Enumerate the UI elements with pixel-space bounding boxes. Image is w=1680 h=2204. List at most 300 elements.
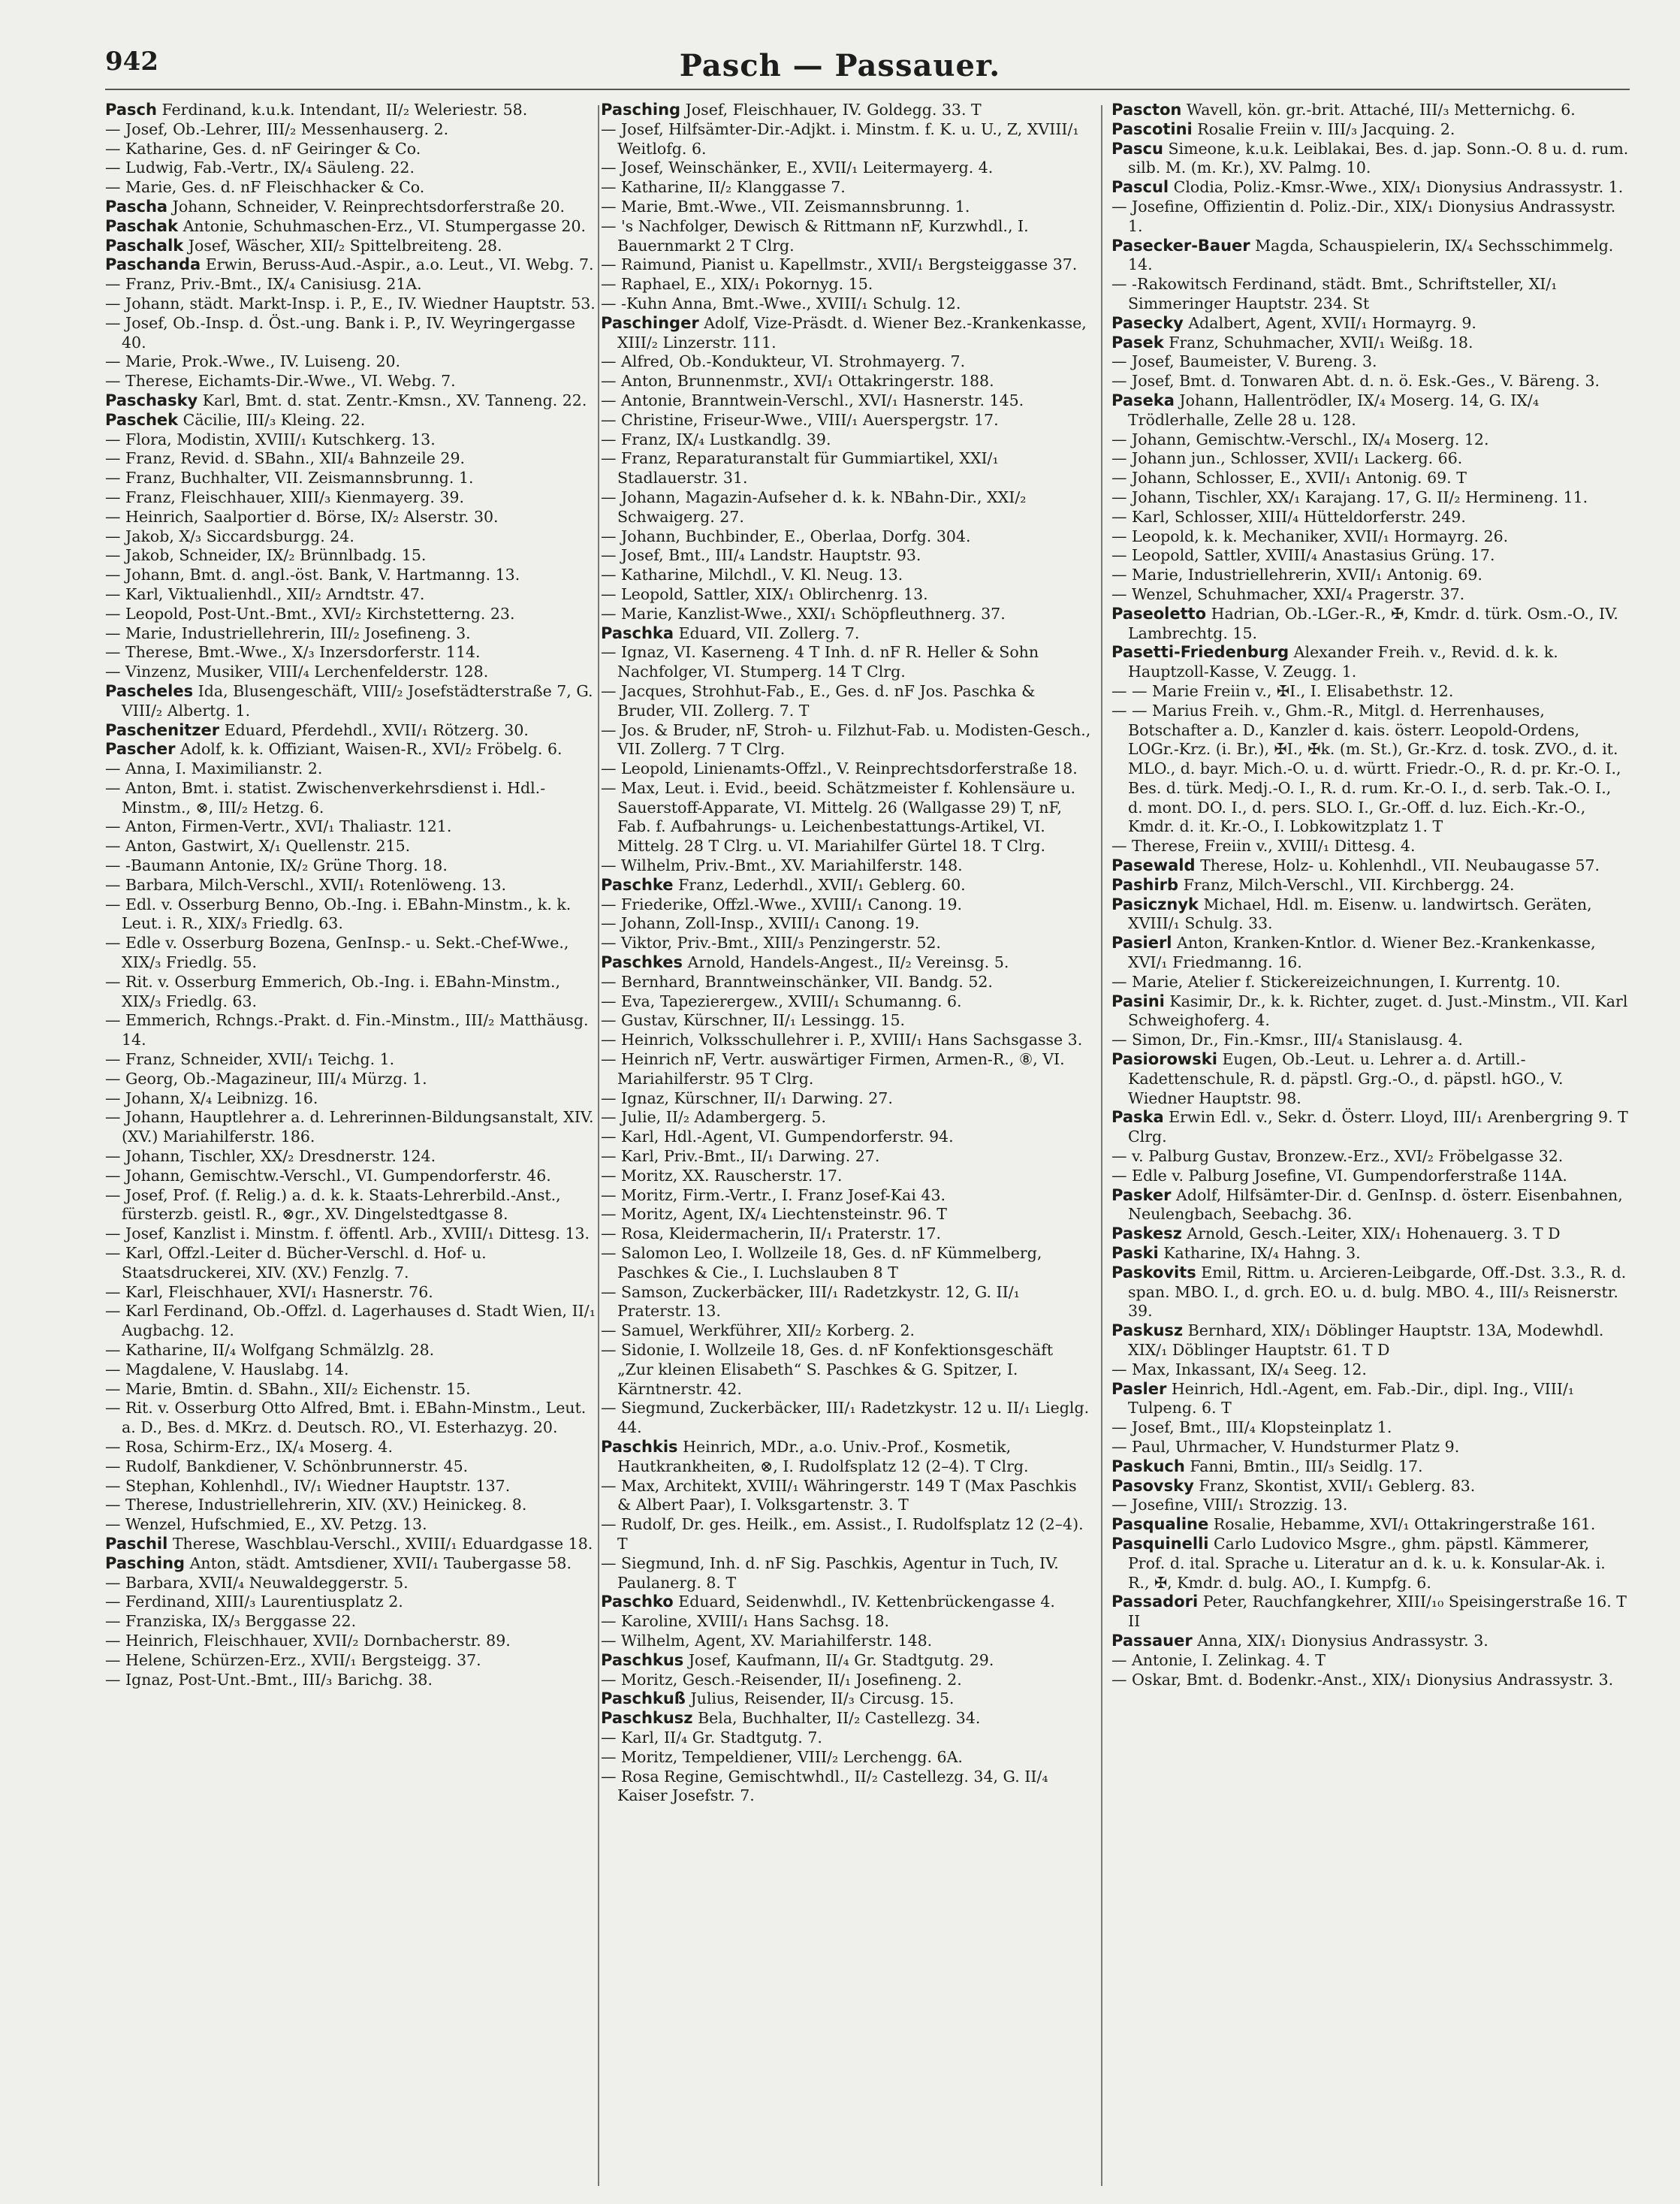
- entry-text: — Viktor, Priv.-Bmt., XIII/₃ Penzingerstr. 52.: [601, 934, 941, 953]
- directory-entry: [1111, 1632, 1630, 1651]
- directory-entry: [105, 643, 597, 663]
- column-3: [1111, 101, 1630, 2196]
- directory-entry: [1111, 391, 1630, 430]
- directory-entry: [105, 1283, 597, 1303]
- entry-text: Karl, Bmt. d. stat. Zentr.-Kmsn., XV. Tanneng. 22.: [202, 391, 587, 409]
- entry-text: — Leopold, k. k. Mechaniker, XVII/₁ Hormayrg. 26.: [1111, 527, 1509, 545]
- entry-text: — Gustav, Kürschner, II/₁ Lessingg. 15.: [601, 1011, 906, 1030]
- directory-entry: [601, 1205, 1093, 1224]
- directory-entry: [601, 1186, 1093, 1206]
- entry-text: — Ignaz, VI. Kaserneng. 4 T Inh. d. nF R. Heller & Sohn Nachfolger, VI. Stumperg. 14 T Clrg.: [601, 643, 1039, 681]
- entry-text: — Josef, Hilfsämter-Dir.-Adjkt. i. Minstm. f. K. u. U., Z, XVIII/₁ Weitlofg. 6.: [601, 119, 1079, 158]
- entry-text: — Karl Ferdinand, Ob.-Offzl. d. Lagerhauses d. Stadt Wien, II/₁ Augbachg. 12.: [105, 1302, 596, 1340]
- entry-text: — Max, Inkassant, IX/₄ Seeg. 12.: [1111, 1360, 1367, 1378]
- entry-text: — Josef, Bmt. d. Tonwaren Abt. d. n. ö. Esk.-Ges., V. Bäreng. 3.: [1111, 372, 1600, 391]
- entry-text: — Barbara, XVII/₄ Neuwaldeggerstr. 5.: [105, 1573, 409, 1592]
- directory-entry: [1111, 140, 1630, 179]
- directory-entry: [601, 1748, 1093, 1768]
- entry-surname: Passadori: [1111, 1593, 1199, 1611]
- entry-surname: Pasch: [105, 101, 157, 119]
- directory-entry: [601, 953, 1093, 973]
- entry-text: — Josef, Ob.-Insp. d. Öst.-ung. Bank i. P., IV. Weyringergasse 40.: [105, 313, 575, 352]
- directory-entry: [105, 411, 597, 430]
- entry-surname: Paskuch: [1111, 1457, 1185, 1475]
- directory-entry: [1111, 1050, 1630, 1108]
- entry-surname: Pascul: [1111, 178, 1169, 197]
- directory-entry: [1111, 1321, 1630, 1360]
- directory-entry: [105, 1341, 597, 1360]
- entry-surname: Pasching: [601, 101, 681, 119]
- directory-entry: [601, 779, 1093, 856]
- directory-entry: [1111, 682, 1630, 702]
- entry-text: — Johann, Tischler, XX/₂ Dresdnerstr. 124.: [105, 1147, 436, 1166]
- directory-entry: [601, 1108, 1093, 1128]
- directory-entry: [601, 159, 1093, 178]
- entry-text: — 's Nachfolger, Dewisch & Rittmann nF, Kurzwhdl., I. Bauernmarkt 2 T Clrg.: [601, 216, 1029, 255]
- entry-text: — Rosa, Kleidermacherin, II/₁ Praterstr. 17.: [601, 1224, 942, 1243]
- entry-text: — Wilhelm, Priv.-Bmt., XV. Mariahilferstr. 148.: [601, 856, 963, 875]
- entry-text: — Josefine, VIII/₁ Strozzig. 13.: [1111, 1496, 1348, 1514]
- entry-text: Erwin Edl. v., Sekr. d. Österr. Lloyd, III/₁ Arenbergring 9. T Clrg.: [1128, 1108, 1628, 1146]
- entry-surname: Paskesz: [1111, 1224, 1182, 1243]
- entry-text: — Josef, Prof. (f. Relig.) a. d. k. k. Staats-Lehrerbild.-Anst., fürsterzb. geistl. R., ⊗gr., XV. Dingelstedtgasse 8.: [105, 1185, 561, 1224]
- entry-text: — Wilhelm, Agent, XV. Mariahilferstr. 148.: [601, 1631, 933, 1650]
- directory-entry: [1111, 876, 1630, 895]
- entry-text: — Max, Leut. i. Evid., beeid. Schätzmeister f. Kohlensäure u. Sauerstoff-Apparate, VI. Mittelg. 26 (Wallgasse 29) T, nF, Fab. f. Aufbahrungs- u. Leichenbestattungs-Artikel, VI. Mittelg. 28 T Clrg. u. VI. Mariahilfer Gürtel 18. T Clrg.: [601, 778, 1076, 856]
- entry-text: — Karoline, XVIII/₁ Hans Sachsg. 18.: [601, 1612, 890, 1631]
- directory-entry: [601, 876, 1093, 895]
- directory-entry: [105, 294, 597, 314]
- directory-entry: [1111, 934, 1630, 973]
- entry-text: — Emmerich, Rchngs.-Prakt. d. Fin.-Minstm., III/₂ Matthäusg. 14.: [105, 1011, 589, 1049]
- entry-surname: Paschke: [601, 875, 674, 894]
- directory-entry: [1111, 449, 1630, 469]
- entry-surname: Paschalk: [105, 236, 184, 255]
- entry-surname: Paschil: [105, 1534, 168, 1553]
- entry-text: — Johann, Schlosser, E., XVII/₁ Antonig. 69. T: [1111, 469, 1467, 488]
- directory-entry: [105, 1011, 597, 1050]
- entry-text: — Katharine, Ges. d. nF Geiringer & Co.: [105, 139, 421, 158]
- directory-entry: [1111, 605, 1630, 644]
- directory-entry: [105, 1360, 597, 1380]
- entry-text: Adolf, Hilfsämter-Dir. d. GenInsp. d. österr. Eisenbahnen, Neulengbach, Seebachg. 36.: [1128, 1185, 1623, 1224]
- directory-entry: [105, 1632, 597, 1651]
- entry-text: Kasimir, Dr., k. k. Richter, zuget. d. Just.-Minstm., VII. Karl Schweighoferg. 4.: [1128, 992, 1628, 1030]
- directory-entry: [105, 1535, 597, 1554]
- entry-text: Adolf, k. k. Offiziant, Waisen-R., XVI/₂ Fröbelg. 6.: [180, 740, 563, 759]
- directory-entry: [601, 605, 1093, 624]
- entry-text: — Edle v. Osserburg Bozena, GenInsp.- u. Sekt.-Chef-Wwe., XIX/₃ Friedlg. 55.: [105, 934, 569, 972]
- entry-text: Clodia, Poliz.-Kmsr.-Wwe., XIX/₁ Dionysius Andrassystr. 1.: [1173, 178, 1624, 197]
- directory-entry: [1111, 352, 1630, 372]
- entry-text: — Karl, II/₄ Gr. Stadtgutg. 7.: [601, 1728, 822, 1747]
- entry-text: — Helene, Schürzen-Erz., XVII/₁ Bergsteigg. 37.: [105, 1650, 481, 1669]
- entry-text: — Leopold, Post-Unt.-Bmt., XVI/₂ Kirchstetterng. 23.: [105, 604, 515, 623]
- entry-text: — Ferdinand, XIII/₃ Laurentiusplatz 2.: [105, 1593, 403, 1611]
- directory-entry: [601, 1671, 1093, 1690]
- entry-text: — Franz, Reparaturanstalt für Gummiartikel, XXI/₁ Stadlauerstr. 31.: [601, 449, 999, 488]
- entry-text: — Anton, Firmen-Vertr., XVI/₁ Thaliastr. 121.: [105, 817, 452, 836]
- entry-surname: Pascheles: [105, 681, 194, 700]
- entry-text: Josef, Kaufmann, II/₄ Gr. Stadtgutg. 29.: [688, 1650, 994, 1669]
- directory-entry: [105, 1244, 597, 1283]
- directory-entry: [601, 1244, 1093, 1283]
- entry-surname: Pascha: [105, 197, 168, 216]
- directory-entry: [105, 1515, 597, 1535]
- directory-entry: [601, 1515, 1093, 1554]
- directory-entry: [105, 1108, 597, 1147]
- entry-text: — Raimund, Pianist u. Kapellmstr., XVII/₁ Bergsteiggasse 37.: [601, 255, 1078, 274]
- directory-entry: [105, 973, 597, 1012]
- directory-entry: [105, 1147, 597, 1167]
- entry-surname: Paskovits: [1111, 1263, 1196, 1282]
- entry-text: — Josefine, Offizientin d. Poliz.-Dir., XIX/₁ Dionysius Andrassystr. 1.: [1111, 197, 1616, 235]
- entry-text: — Franz, Fleischhauer, XIII/₃ Kienmayerg. 39.: [105, 488, 464, 506]
- entry-text: — Johann, Gemischtw.-Verschl., VI. Gumpendorferstr. 46.: [105, 1166, 551, 1185]
- entry-text: — Rit. v. Osserburg Otto Alfred, Bmt. i. EBahn-Minstm., Leut. a. D., Bes. d. MKrz. d. Deutsch. RO., VI. Esterhazyg. 20.: [105, 1399, 587, 1437]
- entry-surname: Paschak: [105, 216, 179, 235]
- directory-entry: [105, 275, 597, 294]
- entry-text: — Friederike, Offzl.-Wwe., XVIII/₁ Canong. 19.: [601, 895, 963, 913]
- entry-text: Hadrian, Ob.-LGer.-R., ✠, Kmdr. d. türk. Osm.-O., IV. Lambrechtg. 15.: [1128, 604, 1618, 642]
- directory-entry: [105, 469, 597, 488]
- entry-text: — Edl. v. Osserburg Benno, Ob.-Ing. i. EBahn-Minstm., k. k. Leut. i. R., XIX/₃ Friedlg. 63.: [105, 895, 572, 933]
- entry-text: — Johann, Hauptlehrer a. d. Lehrerinnen-Bildungsanstalt, XIV. (XV.) Mariahilferstr. 186.: [105, 1108, 594, 1146]
- directory-entry: [1111, 237, 1630, 276]
- directory-entry: [105, 1399, 597, 1438]
- entry-surname: Paseoletto: [1111, 604, 1207, 623]
- entry-text: Magda, Schauspielerin, IX/₄ Sechsschimmelg. 14.: [1128, 236, 1614, 274]
- directory-entry: [105, 856, 597, 876]
- entry-text: — Wenzel, Hufschmied, E., XV. Petzg. 13.: [105, 1515, 427, 1534]
- directory-entry: [1111, 1477, 1630, 1496]
- directory-entry: [1111, 1224, 1630, 1244]
- directory-entry: [1111, 856, 1630, 876]
- entry-text: Erwin, Beruss-Aud.-Aspir., a.o. Leut., VI. Webg. 7.: [205, 255, 594, 274]
- directory-entry: [601, 1341, 1093, 1399]
- entry-text: — Therese, Eichamts-Dir.-Wwe., VI. Webg. 7.: [105, 372, 456, 391]
- entry-text: Adolf, Vize-Präsdt. d. Wiener Bez.-Krankenkasse, XIII/₂ Linzerstr. 111.: [617, 313, 1087, 352]
- entry-text: — Johann, städt. Markt-Insp. i. P., E., IV. Wiedner Hauptstr. 53.: [105, 294, 596, 312]
- directory-entry: [1111, 469, 1630, 488]
- entry-surname: Pasqualine: [1111, 1515, 1209, 1534]
- directory-entry: [601, 1632, 1093, 1651]
- entry-text: Josef, Wäscher, XII/₂ Spittelbreiteng. 28.: [188, 236, 502, 255]
- entry-text: Simeone, k.u.k. Leiblakai, Bes. d. jap. Sonn.-O. 8 u. d. rum. silb. M. (m. Kr.), XV. Palmg. 10.: [1128, 139, 1629, 177]
- directory-entry: [105, 1671, 597, 1690]
- entry-text: — Josef, Bmt., III/₄ Klopsteinplatz 1.: [1111, 1418, 1392, 1437]
- entry-text: Anna, XIX/₁ Dionysius Andrassystr. 3.: [1197, 1631, 1488, 1650]
- entry-text: Eugen, Ob.-Leut. u. Lehrer a. d. Artill.-Kadettenschule, R. d. päpstl. Grg.-O., d. päpstl. hGO., V. Wiedner Hauptstr. 98.: [1128, 1050, 1564, 1107]
- directory-entry: [105, 508, 597, 527]
- directory-entry: [105, 1167, 597, 1186]
- entry-text: — Moritz, Agent, IX/₄ Liechtensteinstr. 96. T: [601, 1205, 947, 1224]
- directory-entry: [1111, 1671, 1630, 1690]
- directory-entry: [601, 934, 1093, 953]
- directory-entry: [601, 856, 1093, 876]
- entry-text: — Johann, Bmt. d. angl.-öst. Bank, V. Hartmanng. 13.: [105, 566, 520, 584]
- entry-text: — Alfred, Ob.-Kondukteur, VI. Strohmayerg. 7.: [601, 352, 966, 371]
- directory-entry: [601, 1728, 1093, 1748]
- entry-text: — Franz, IX/₄ Lustkandlg. 39.: [601, 430, 831, 448]
- entry-text: — Karl, Offzl.-Leiter d. Bücher-Verschl. d. Hof- u. Staatsdruckerei, XIV. (XV.) Fenzlg. 7.: [105, 1244, 487, 1282]
- entry-text: — -Rakowitsch Ferdinand, städt. Bmt., Schriftsteller, XI/₁ Simmeringer Hauptstr. 234. St: [1111, 275, 1558, 312]
- entry-surname: Pascu: [1111, 139, 1163, 158]
- entry-surname: Pasquinelli: [1111, 1534, 1209, 1553]
- entry-text: — Anton, Brunnenmstr., XVI/₁ Ottakringerstr. 188.: [601, 372, 994, 391]
- directory-entry: [105, 759, 597, 779]
- entry-text: — — Marie Freiin v., ✠I., I. Elisabethstr. 12.: [1111, 681, 1454, 700]
- entry-surname: Pasicznyk: [1111, 895, 1199, 913]
- entry-text: — -Baumann Antonie, IX/₂ Grüne Thorg. 18.: [105, 856, 448, 875]
- directory-entry: [601, 1399, 1093, 1438]
- directory-entry: [601, 1651, 1093, 1671]
- directory-entry: [601, 101, 1093, 120]
- entry-surname: Paschkusz: [601, 1709, 693, 1728]
- entry-text: Josef, Fleischhauer, IV. Goldegg. 33. T: [685, 101, 982, 119]
- entry-text: Heinrich, Hdl.-Agent, em. Fab.-Dir., dipl. Ing., VIII/₁ Tulpeng. 6. T: [1128, 1379, 1575, 1418]
- directory-entry: [105, 101, 597, 120]
- entry-text: — v. Palburg Gustav, Bronzew.-Erz., XVI/₂ Fröbelgasse 32.: [1111, 1147, 1564, 1166]
- entry-text: — Franz, Revid. d. SBahn., XII/₄ Bahnzeile 29.: [105, 449, 466, 468]
- entry-text: — Therese, Bmt.-Wwe., X/₃ Inzersdorferstr. 114.: [105, 643, 481, 662]
- directory-entry: [105, 1050, 597, 1070]
- directory-entry: [105, 546, 597, 566]
- header-rule: [105, 89, 1630, 90]
- entry-text: Rosalie Freiin v. III/₃ Jacquing. 2.: [1197, 119, 1455, 138]
- entry-text: — Sidonie, I. Wollzeile 18, Ges. d. nF Konfektionsgeschäft „Zur kleinen Elisabeth“ S. Paschkes & G. Spitzer, I. Kärntnerstr. 42.: [601, 1341, 1054, 1398]
- directory-entry: [105, 934, 597, 973]
- entry-text: Franz, Schuhmacher, XVII/₁ Weißg. 18.: [1169, 333, 1473, 352]
- entry-text: — Josef, Baumeister, V. Bureng. 3.: [1111, 352, 1377, 371]
- entry-surname: Paski: [1111, 1244, 1159, 1263]
- directory-entry: [105, 1651, 597, 1671]
- entry-text: Julius, Reisender, II/₃ Circusg. 15.: [690, 1689, 955, 1708]
- entry-text: Alexander Freih. v., Revid. d. k. k. Hauptzoll-Kasse, V. Zeugg. 1.: [1128, 643, 1558, 681]
- entry-text: — Eva, Tapezierergew., XVIII/₁ Schumanng. 6.: [601, 992, 962, 1010]
- entry-text: — Karl, Schlosser, XIII/₄ Hütteldorferstr. 249.: [1111, 507, 1466, 526]
- entry-text: — Moritz, Tempeldiener, VIII/₂ Lerchengg. 6A.: [601, 1747, 963, 1766]
- entry-text: — Stephan, Kohlenhdl., IV/₁ Wiedner Hauptstr. 137.: [105, 1476, 511, 1495]
- entry-text: — Therese, Industriellehrerin, XIV. (XV.) Heinickeg. 8.: [105, 1496, 527, 1514]
- directory-entry: [105, 1070, 597, 1089]
- directory-entry: [105, 372, 597, 391]
- directory-entry: [105, 120, 597, 140]
- entry-text: — Johann, Tischler, XX/₁ Karajang. 17, G. II/₂ Hermineng. 11.: [1111, 488, 1588, 506]
- directory-entry: [601, 643, 1093, 682]
- directory-entry: [601, 1768, 1093, 1807]
- entry-text: — Katharine, II/₂ Klanggasse 7.: [601, 178, 846, 197]
- directory-entry: [601, 1593, 1093, 1612]
- directory-entry: [601, 1321, 1093, 1341]
- directory-entry: [1111, 1593, 1630, 1632]
- entry-text: — Rosa, Schirm-Erz., IX/₄ Moserg. 4.: [105, 1437, 393, 1456]
- directory-entry: [105, 876, 597, 895]
- directory-entry: [105, 1380, 597, 1399]
- entry-text: — Heinrich nF, Vertr. auswärtiger Firmen, Armen-R., ⑧, VI. Mariahilferstr. 95 T Clrg.: [601, 1050, 1065, 1088]
- directory-entry: [601, 1011, 1093, 1031]
- directory-entry: [105, 1496, 597, 1515]
- directory-entry: [601, 546, 1093, 566]
- directory-entry: [105, 740, 597, 759]
- entry-text: — Jakob, X/₃ Siccardsburgg. 24.: [105, 527, 354, 545]
- entry-text: Peter, Rauchfangkehrer, XIII/₁₀ Speisingerstraße 16. T II: [1128, 1593, 1627, 1631]
- directory-entry: [105, 159, 597, 178]
- entry-surname: Paschenitzer: [105, 720, 220, 739]
- directory-entry: [601, 120, 1093, 159]
- directory-entry: [601, 1147, 1093, 1167]
- directory-entry: [1111, 992, 1630, 1031]
- entry-surname: Paska: [1111, 1108, 1164, 1127]
- directory-entry: [601, 895, 1093, 915]
- directory-entry: [105, 1612, 597, 1632]
- entry-text: Antonie, Schuhmaschen-Erz., VI. Stumpergasse 20.: [182, 216, 587, 235]
- entry-text: — Johann jun., Schlosser, XVII/₁ Lackerg. 66.: [1111, 449, 1463, 468]
- entry-text: — Karl, Fleischhauer, XVI/₁ Hasnerstr. 76.: [105, 1282, 433, 1301]
- directory-entry: [601, 1477, 1093, 1516]
- entry-text: — Josef, Bmt., III/₄ Landstr. Hauptstr. 93.: [601, 546, 921, 565]
- directory-entry: [105, 585, 597, 605]
- entry-text: Katharine, IX/₄ Hahng. 3.: [1163, 1244, 1361, 1263]
- entry-text: Emil, Rittm. u. Arcieren-Leibgarde, Off.-Dst. 3.3., R. d. span. MBO. I., d. grch. EO. u. d. bulg. MBO. 4., III/₃ Reisnerstr. 39.: [1128, 1263, 1627, 1321]
- entry-text: Fanni, Bmtin., III/₃ Seidlg. 17.: [1190, 1457, 1423, 1475]
- directory-entry: [105, 721, 597, 741]
- directory-entry: [601, 411, 1093, 430]
- directory-entry: [105, 391, 597, 411]
- entry-text: — Siegmund, Zuckerbäcker, III/₁ Radetzkystr. 12 u. II/₁ Lieglg. 44.: [601, 1399, 1090, 1437]
- entry-text: — Marie, Atelier f. Stickereizeichnungen, I. Kurrentg. 10.: [1111, 972, 1561, 991]
- directory-entry: [1111, 546, 1630, 566]
- directory-entry: [1111, 508, 1630, 527]
- entry-text: Franz, Lederhdl., XVII/₁ Geblerg. 60.: [678, 875, 966, 894]
- entry-text: Heinrich, MDr., a.o. Univ.-Prof., Kosmetik, Hautkrankheiten, ⊗, I. Rudolfsplatz 12 (2–4). T Clrg.: [617, 1437, 1029, 1475]
- entry-text: Rosalie, Hebamme, XVI/₁ Ottakringerstraße 161.: [1213, 1515, 1596, 1534]
- entry-surname: Pasewald: [1111, 856, 1196, 875]
- entry-text: Eduard, Pferdehdl., XVII/₁ Rötzerg. 30.: [224, 720, 529, 739]
- entry-text: — Katharine, Milchdl., V. Kl. Neug. 13.: [601, 566, 903, 584]
- directory-entry: [601, 1224, 1093, 1244]
- entry-text: — Samuel, Werkführer, XII/₂ Korberg. 2.: [601, 1321, 915, 1340]
- entry-text: — Franz, Priv.-Bmt., IX/₄ Canisiusg. 21A.: [105, 275, 422, 294]
- directory-entry: [1111, 702, 1630, 838]
- entry-text: — Edle v. Palburg Josefine, VI. Gumpendorferstraße 114A.: [1111, 1166, 1567, 1185]
- directory-entry: [105, 1302, 597, 1341]
- entry-text: — Ludwig, Fab.-Vertr., IX/₄ Säuleng. 22.: [105, 159, 415, 177]
- entry-surname: Pasek: [1111, 333, 1164, 352]
- entry-text: — Vinzenz, Musiker, VIII/₄ Lerchenfelderstr. 128.: [105, 663, 489, 681]
- entry-text: — Marie, Prok.-Wwe., IV. Luiseng. 20.: [105, 352, 401, 371]
- directory-entry: [601, 1689, 1093, 1709]
- entry-text: — Marie, Industriellehrerin, XVII/₁ Antonig. 69.: [1111, 566, 1482, 584]
- directory-entry: [1111, 1264, 1630, 1321]
- directory-entry: [105, 663, 597, 682]
- directory-entry: [1111, 120, 1630, 140]
- directory-entry: [105, 624, 597, 644]
- directory-entry: [105, 1224, 597, 1244]
- entry-text: Therese, Waschblau-Verschl., XVIII/₁ Eduardgasse 18.: [172, 1534, 593, 1553]
- directory-entry: [601, 624, 1093, 644]
- directory-entry: [1111, 585, 1630, 605]
- entry-text: Anton, Kranken-Kntlor. d. Wiener Bez.-Krankenkasse, XVI/₁ Friedmanng. 16.: [1128, 934, 1596, 972]
- entry-text: — Josef, Ob.-Lehrer, III/₂ Messenhauserg. 2.: [105, 119, 449, 138]
- entry-text: — Anna, I. Maximilianstr. 2.: [105, 759, 323, 778]
- directory-entry: [1111, 1438, 1630, 1457]
- directory-entry: [1111, 1380, 1630, 1419]
- entry-surname: Paschasky: [105, 391, 198, 409]
- entry-text: Bernhard, XIX/₁ Döblinger Hauptstr. 13A, Modewhdl. XIX/₁ Döblinger Hauptstr. 61. T D: [1128, 1321, 1604, 1359]
- directory-entry: [105, 140, 597, 159]
- directory-entry: [105, 178, 597, 198]
- directory-entry: [1111, 1651, 1630, 1671]
- directory-entry: [601, 1438, 1093, 1477]
- entry-text: — Franz, Schneider, XVII/₁ Teichg. 1.: [105, 1050, 395, 1069]
- entry-text: — Leopold, Linienamts-Offzl., V. Reinprechtsdorferstraße 18.: [601, 759, 1078, 778]
- entry-text: — Oskar, Bmt. d. Bodenkr.-Anst., XIX/₁ Dionysius Andrassystr. 3.: [1111, 1670, 1614, 1689]
- entry-text: — Johann, Magazin-Aufseher d. k. k. NBahn-Dir., XXI/₂ Schwaigerg. 27.: [601, 488, 1027, 526]
- directory-entry: [601, 1283, 1093, 1322]
- entry-text: — Johann, X/₄ Leibnizg. 16.: [105, 1088, 318, 1107]
- directory-entry: [105, 198, 597, 217]
- directory-entry: [1111, 895, 1630, 934]
- entry-text: Therese, Holz- u. Kohlenhdl., VII. Neubaugasse 57.: [1200, 856, 1600, 875]
- entry-text: Johann, Hallentrödler, IX/₄ Moserg. 14, G. IX/₄ Trödlerhalle, Zelle 28 u. 128.: [1128, 391, 1540, 429]
- entry-surname: Pasiorowski: [1111, 1050, 1217, 1069]
- directory-entry: [601, 1554, 1093, 1593]
- entry-surname: Pasetti-Friedenburg: [1111, 643, 1289, 662]
- entry-text: — Johann, Buchbinder, E., Oberlaa, Dorfg. 304.: [601, 527, 971, 545]
- directory-entry: [601, 1167, 1093, 1186]
- entry-surname: Pasker: [1111, 1185, 1172, 1204]
- directory-entry: [1111, 334, 1630, 353]
- directory-entry: [1111, 1515, 1630, 1535]
- directory-entry: [1111, 275, 1630, 314]
- directory-entry: [105, 217, 597, 237]
- entry-text: — Moritz, XX. Rauscherstr. 17.: [601, 1166, 843, 1185]
- directory-entry: [105, 527, 597, 547]
- entry-text: — Salomon Leo, I. Wollzeile 18, Ges. d. nF Kümmelberg, Paschkes & Cie., I. Luchslauben 8 T: [601, 1244, 1042, 1282]
- entry-text: — Ignaz, Kürschner, II/₁ Darwing. 27.: [601, 1088, 893, 1107]
- directory-entry: [105, 1438, 597, 1457]
- entry-text: — Heinrich, Saalportier d. Börse, IX/₂ Alserstr. 30.: [105, 507, 499, 526]
- directory-entry: [601, 566, 1093, 585]
- entry-text: Cäcilie, III/₃ Kleing. 22.: [182, 410, 366, 429]
- directory-entry: [105, 605, 597, 624]
- entry-text: — Siegmund, Inh. d. nF Sig. Paschkis, Agentur in Tuch, IV. Paulanerg. 8. T: [601, 1553, 1059, 1592]
- entry-text: Franz, Skontist, XVII/₁ Geblerg. 83.: [1199, 1476, 1476, 1495]
- directory-entry: [601, 255, 1093, 275]
- directory-entry: [1111, 1147, 1630, 1167]
- directory-entry: [1111, 1244, 1630, 1264]
- directory-entry: [1111, 1418, 1630, 1438]
- entry-text: — Jos. & Bruder, nF, Stroh- u. Filzhut-Fab. u. Modisten-Gesch., VII. Zollerg. 7 T Clrg.: [601, 720, 1091, 759]
- directory-entry: [105, 1554, 597, 1574]
- entry-text: — Marie, Bmt.-Wwe., VII. Zeismannsbrunng. 1.: [601, 197, 970, 216]
- entry-text: — — Marius Freih. v., Ghm.-R., Mitgl. d. Herrenhauses, Botschafter a. D., Kanzler d. kais. österr. Leopold-Ordens, LOGr.-Krz. (i. Br.), ✠I., ✠k. (m. St.), Gr.-Krz. d. tosk. ZVO., d. it. MLO., d. bayr. Mich.-O. u. d. württ. Friedr.-O., R. d. pr. Kr.-O. I., Bes. d. türk. Medj.-O. I., R. d. rum. Kr.-O. I., d. serb. Tak.-O. I., d. mont. DO. I., d. pers. SLO. I., Gr.-Off. d. luz. Eich.-Kr.-O., Kmdr. d. it. Kr.-O., I. Lobkowitzplatz 1. T: [1111, 701, 1621, 836]
- directory-entry: [601, 914, 1093, 934]
- entry-text: Eduard, VII. Zollerg. 7.: [678, 623, 860, 642]
- entry-text: — Simon, Dr., Fin.-Kmsr., III/₄ Stanislausg. 4.: [1111, 1031, 1463, 1049]
- entry-text: — Magdalene, V. Hauslabg. 14.: [105, 1360, 349, 1378]
- entry-text: Bela, Buchhalter, II/₂ Castellezg. 34.: [698, 1709, 981, 1728]
- directory-entry: [601, 759, 1093, 779]
- entry-text: Arnold, Gesch.-Leiter, XIX/₁ Hohenauerg. 3. T D: [1187, 1224, 1561, 1243]
- directory-entry: [105, 1089, 597, 1109]
- directory-entry: [105, 682, 597, 721]
- directory-entry: [601, 449, 1093, 488]
- entry-text: — Bernhard, Branntweinschänker, VII. Bandg. 52.: [601, 972, 993, 991]
- entry-text: Arnold, Handels-Angest., II/₂ Vereinsg. 5.: [687, 953, 1009, 972]
- entry-text: Franz, Milch-Verschl., VII. Kirchbergg. 24.: [1183, 875, 1515, 894]
